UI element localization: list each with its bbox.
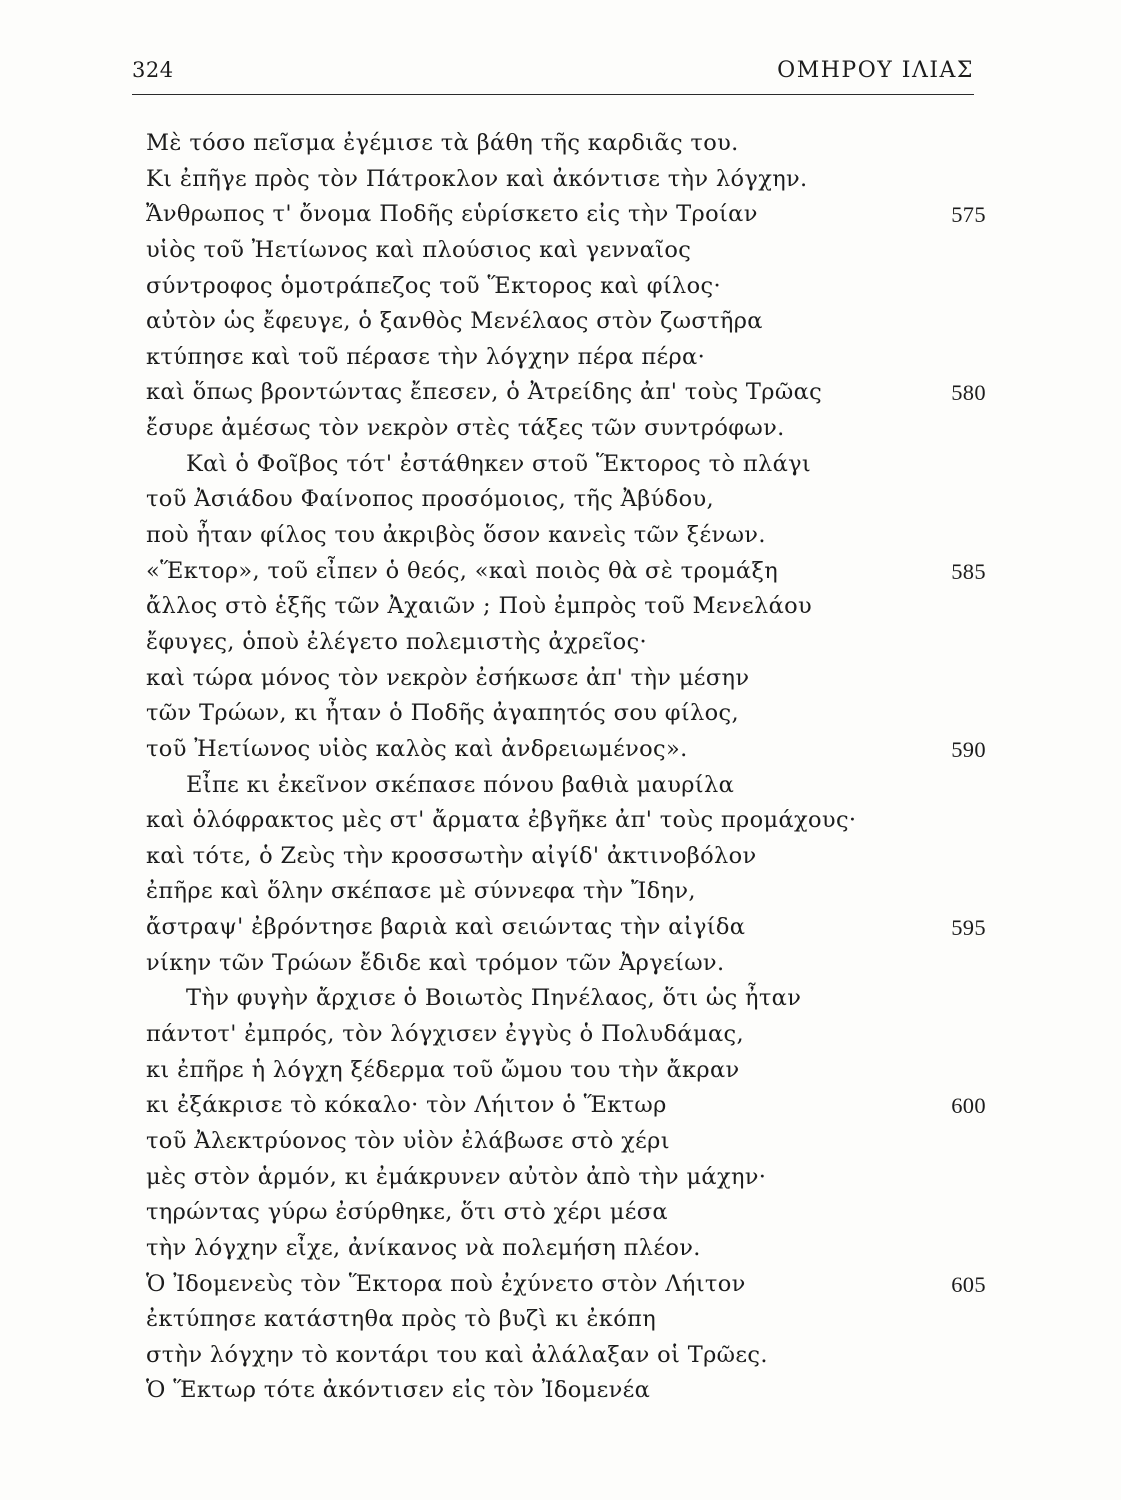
- verse-line: [146, 1088, 986, 1124]
- verse-text: ἐκτύπησε κατάστηθα πρὸς τὸ βυζὶ κι ἐκόπη: [146, 1306, 657, 1333]
- line-number: 585: [951, 558, 986, 584]
- verse-line: [146, 1338, 986, 1374]
- verse-text: Τὴν φυγὴν ἄρχισε ὁ Βοιωτὸς Πηνέλαος, ὅτι ὡς ἦταν: [186, 985, 802, 1012]
- verse-text: ποὺ ἦταν φίλος του ἀκριβὸς ὅσον κανεὶς τῶν ξένων.: [146, 522, 766, 549]
- verse-line: [146, 803, 986, 839]
- running-title: ΟΜΗΡΟΥ ΙΛΙΑΣ: [777, 58, 974, 83]
- verse-line: [146, 874, 986, 910]
- verse-text: καὶ ὁλόφρακτος μὲς στ' ἄρματα ἐβγῆκε ἀπ' τοὺς προμάχους·: [146, 807, 857, 834]
- verse-line: [146, 696, 986, 732]
- page-number: 324: [132, 58, 174, 82]
- verse-line: [146, 304, 986, 340]
- verse-line: [146, 1124, 986, 1160]
- verse-text: αὐτὸν ὡς ἔφευγε, ὁ ξανθὸς Μενέλαος στὸν ζωστῆρα: [146, 308, 763, 335]
- verse-line: [146, 518, 986, 554]
- verse-line: [146, 625, 986, 661]
- verse-line: [146, 661, 986, 697]
- verse-text: καὶ τώρα μόνος τὸν νεκρὸν ἐσήκωσε ἀπ' τὴν μέσην: [146, 664, 750, 691]
- verse-line: [146, 162, 986, 198]
- verse-line: [146, 1302, 986, 1338]
- verse-text: καὶ ὅπως βροντώντας ἔπεσεν, ὁ Ἀτρείδης ἀπ' τοὺς Τρῶας: [146, 379, 823, 406]
- verse-line: [146, 1195, 986, 1231]
- verse-line: [146, 340, 986, 376]
- verse-line: [146, 375, 986, 411]
- line-number: 600: [951, 1093, 986, 1119]
- line-number: 580: [951, 380, 986, 406]
- line-number: 590: [951, 736, 986, 762]
- verse-line: [146, 589, 986, 625]
- verse-text: τηρώντας γύρω ἐσύρθηκε, ὅτι στὸ χέρι μέσα: [146, 1199, 668, 1226]
- verse-text: Εἶπε κι ἐκεῖνον σκέπασε πόνου βαθιὰ μαυρίλα: [186, 771, 735, 798]
- verse-line: [146, 1267, 986, 1303]
- verse-text: Ἄνθρωπος τ' ὄνομα Ποδῆς εὑρίσκετο εἰς τὴν Τροίαν: [146, 201, 758, 228]
- verse-text: Μὲ τόσο πεῖσμα ἐγέμισε τὰ βάθη τῆς καρδιᾶς του.: [146, 130, 739, 156]
- verse-line: [146, 554, 986, 590]
- verse-text: τὴν λόγχην εἶχε, ἀνίκανος νὰ πολεμήση πλέον.: [146, 1234, 701, 1261]
- verse-line: [146, 981, 986, 1017]
- line-number: 575: [951, 202, 986, 228]
- verse-text: τοῦ Ἀλεκτρύονος τὸν υἱὸν ἐλάβωσε στὸ χέρι: [146, 1127, 670, 1154]
- line-number: 595: [951, 915, 986, 941]
- line-number: 605: [951, 1271, 986, 1297]
- verse-line: [146, 1373, 986, 1409]
- verse-line: [146, 768, 986, 804]
- verse-text: τοῦ Ἠετίωνος υἱὸς καλὸς καὶ ἀνδρειωμένος».: [146, 735, 688, 762]
- verse-text: ἐπῆρε καὶ ὅλην σκέπασε μὲ σύννεφα τὴν Ἴδην,: [146, 878, 696, 905]
- verse-text: σύντροφος ὁμοτράπεζος τοῦ Ἕκτορος καὶ φίλος·: [146, 272, 721, 299]
- verse-line: [146, 126, 986, 162]
- verse-text: νίκην τῶν Τρώων ἔδιδε καὶ τρόμον τῶν Ἀργείων.: [146, 949, 725, 976]
- verse-text: υἱὸς τοῦ Ἠετίωνος καὶ πλούσιος καὶ γενναῖος: [146, 236, 692, 263]
- verse-text: ἄλλος στὸ ἑξῆς τῶν Ἀχαιῶν ; Ποὺ ἐμπρὸς τοῦ Μενελάου: [146, 593, 813, 620]
- verse-text: τοῦ Ἀσιάδου Φαίνοπος προσόμοιος, τῆς Ἀβύδου,: [146, 486, 714, 513]
- verse-line: [146, 482, 986, 518]
- verse-text: πάντοτ' ἐμπρός, τὸν λόγχισεν ἐγγὺς ὁ Πολυδάμας,: [146, 1021, 744, 1048]
- verse-line: [146, 269, 986, 305]
- verse-text: τῶν Τρώων, κι ἦταν ὁ Ποδῆς ἀγαπητός σου φίλος,: [146, 700, 739, 727]
- verse-text: ἔσυρε ἀμέσως τὸν νεκρὸν στὲς τάξες τῶν συντρόφων.: [146, 415, 785, 442]
- verse-text: Κι ἐπῆγε πρὸς τὸν Πάτροκλον καὶ ἀκόντισε τὴν λόγχην.: [146, 165, 808, 192]
- verse-text: ἔφυγες, ὁποὺ ἐλέγετο πολεμιστὴς ἀχρεῖος·: [146, 628, 648, 655]
- verse-text: Ὁ Ἕκτωρ τότε ἀκόντισεν εἰς τὸν Ἰδομενέα: [146, 1377, 651, 1404]
- verse-text: καὶ τότε, ὁ Ζεὺς τὴν κροσσωτὴν αἰγίδ' ἀκτινοβόλον: [146, 842, 757, 869]
- verse-line: [146, 839, 986, 875]
- verse-line: [146, 946, 986, 982]
- verse-line: [146, 732, 986, 768]
- verse-text: ἄστραψ' ἐβρόντησε βαριὰ καὶ σειώντας τὴν αἰγίδα: [146, 914, 746, 941]
- verse-line: [146, 411, 986, 447]
- verse-text: «Ἕκτορ», τοῦ εἶπεν ὁ θεός, «καὶ ποιὸς θὰ σὲ τρομάξη: [146, 557, 779, 584]
- verse-text: μὲς στὸν ἁρμόν, κι ἐμάκρυνεν αὐτὸν ἀπὸ τὴν μάχην·: [146, 1163, 767, 1190]
- verse-text: Ὁ Ἰδομενεὺς τὸν Ἕκτορα ποὺ ἐχύνετο στὸν Λήιτον: [146, 1270, 746, 1297]
- verse-line: [146, 1053, 986, 1089]
- verse-line: [146, 1017, 986, 1053]
- verse-text: Καὶ ὁ Φοῖβος τότ' ἐστάθηκεν στοῦ Ἕκτορος τὸ πλάγι: [186, 450, 812, 477]
- verse-line: [146, 1231, 986, 1267]
- poem-text: [146, 126, 986, 1409]
- verse-text: κι ἐπῆρε ἡ λόγχη ξέδερμα τοῦ ὤμου του τὴν ἄκραν: [146, 1056, 740, 1083]
- verse-text: κι ἐξάκρισε τὸ κόκαλο· τὸν Λήιτον ὁ Ἕκτωρ: [146, 1092, 667, 1119]
- verse-text: κτύπησε καὶ τοῦ πέρασε τὴν λόγχην πέρα πέρα·: [146, 343, 706, 370]
- verse-line: [146, 910, 986, 946]
- page-header: [132, 58, 974, 95]
- verse-line: [146, 233, 986, 269]
- verse-line: [146, 447, 986, 483]
- verse-line: [146, 197, 986, 233]
- verse-line: [146, 1160, 986, 1196]
- verse-text: στὴν λόγχην τὸ κοντάρι του καὶ ἀλάλαξαν οἱ Τρῶες.: [146, 1341, 768, 1368]
